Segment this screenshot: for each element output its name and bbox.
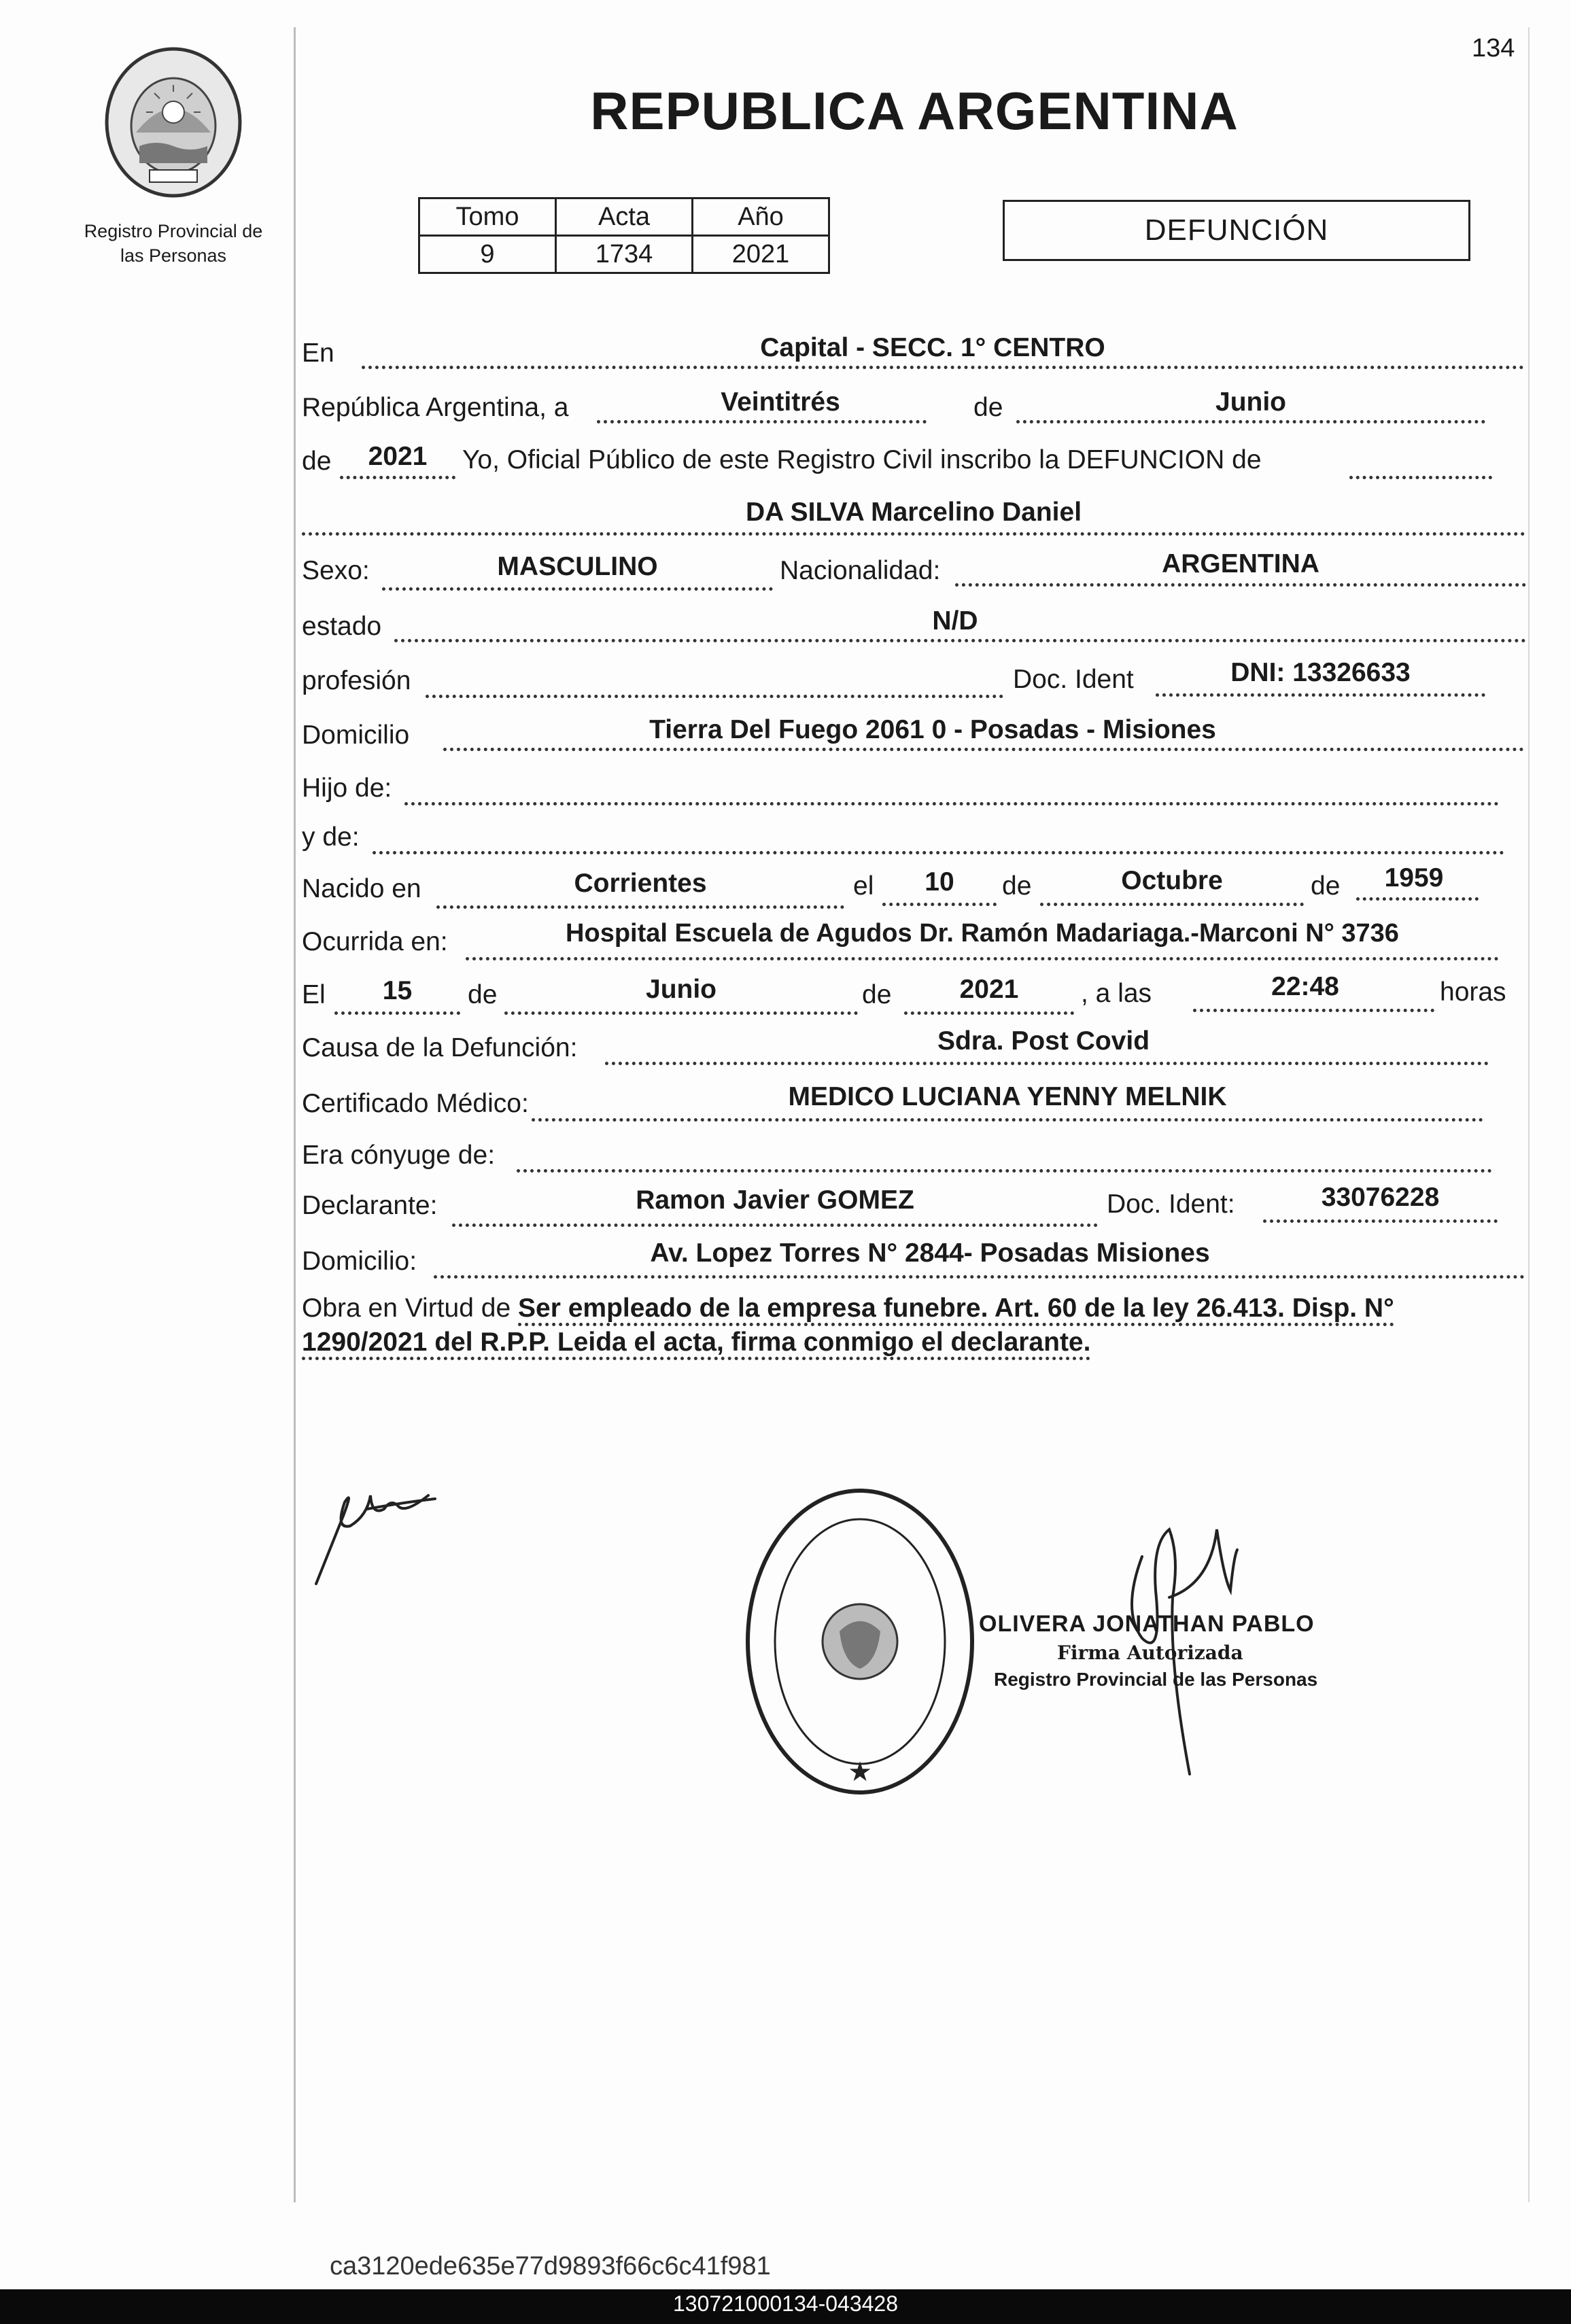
value-lugar: Capital - SECC. 1° CENTRO [760, 333, 1105, 362]
left-margin-line [294, 27, 296, 2202]
record-value-anio: 2021 [693, 236, 829, 273]
label-doc-ident: Doc. Ident [1013, 665, 1134, 694]
dots-anio [340, 476, 455, 479]
record-header-anio: Año [693, 198, 829, 236]
label-de-nac-anio: de [1311, 871, 1341, 901]
dots-def-anio [904, 1011, 1074, 1015]
label-sexo: Sexo: [302, 556, 370, 585]
label-yo-oficial: Yo, Oficial Público de este Registro Civil inscribo la DEFUNCION de [462, 445, 1262, 474]
label-estado: estado [302, 612, 382, 641]
dots-declarante [452, 1224, 1098, 1227]
dots-lugar [362, 366, 1524, 369]
document-type-box: DEFUNCIÓN [1003, 200, 1470, 261]
value-certificado: MEDICO LUCIANA YENNY MELNIK [788, 1082, 1227, 1111]
value-estado: N/D [932, 606, 978, 636]
label-hijo-de: Hijo de: [302, 774, 392, 803]
label-horas: horas [1440, 977, 1506, 1007]
label-declarante: Declarante: [302, 1191, 438, 1220]
dots-conyuge [517, 1169, 1492, 1173]
label-nacionalidad: Nacionalidad: [780, 556, 941, 585]
dots-nac-dia [882, 903, 997, 906]
official-office: Registro Provincial de las Personas [994, 1669, 1318, 1690]
label-causa: Causa de la Defunción: [302, 1033, 578, 1062]
value-nac-anio: 1959 [1384, 863, 1444, 892]
dots-nacionalidad [955, 583, 1526, 587]
registry-label-line-2: las Personas [120, 245, 227, 266]
value-def-mes: Junio [646, 975, 717, 1004]
value-nac-dia: 10 [925, 867, 954, 897]
dots-nacido-en [436, 905, 844, 909]
dots-def-hora [1193, 1009, 1434, 1012]
dots-declarante-domicilio [434, 1275, 1525, 1279]
dots-nac-mes [1040, 903, 1304, 906]
label-obra: Obra en Virtud de [302, 1294, 511, 1323]
official-name: OLIVERA JONATHAN PABLO [979, 1611, 1315, 1637]
label-y-de: y de: [302, 822, 360, 852]
dots-mes [1016, 420, 1485, 423]
dots-nac-anio [1356, 897, 1479, 901]
label-a-las: , a las [1081, 979, 1152, 1008]
page-number: 134 [1472, 34, 1515, 63]
record-value-row [419, 236, 829, 273]
record-header-row [419, 198, 829, 236]
declarant-signature [303, 1468, 438, 1591]
dots-certificado [532, 1118, 1483, 1122]
label-nacido-en: Nacido en [302, 874, 421, 903]
value-def-dia: 15 [382, 976, 413, 1005]
dots-dia [597, 420, 927, 423]
label-de-nac-mes: de [1002, 871, 1032, 901]
value-declarante-doc: 33076228 [1321, 1183, 1440, 1212]
label-profesion: profesión [302, 666, 411, 695]
barcode-number: 130721000134-043428 [673, 2291, 898, 2316]
document-hash: ca3120ede635e77d9893f66c6c41f981 [330, 2252, 771, 2280]
label-de-mes: de [973, 393, 1003, 422]
record-value-acta: 1734 [556, 236, 693, 273]
value-declarante-domicilio: Av. Lopez Torres N° 2844- Posadas Misiones [650, 1238, 1210, 1268]
dots-sexo [382, 587, 773, 591]
label-conyuge: Era cónyuge de: [302, 1141, 496, 1170]
label-de-def-anio: de [862, 980, 892, 1009]
label-doc-ident-declarante: Doc. Ident: [1107, 1190, 1235, 1219]
official-role: Firma Autorizada [1057, 1642, 1243, 1664]
dots-causa [605, 1062, 1489, 1065]
label-el-cap: El [302, 980, 326, 1009]
label-republica: República Argentina, a [302, 393, 569, 422]
dots-domicilio [443, 748, 1524, 751]
value-anio: 2021 [368, 442, 428, 471]
dots-def-mes [504, 1011, 858, 1015]
dots-ocurrida-en [466, 957, 1499, 960]
value-nombre: DA SILVA Marcelino Daniel [745, 498, 1082, 527]
record-header-tomo: Tomo [419, 198, 556, 236]
label-domicilio: Domicilio [302, 721, 410, 750]
value-def-hora: 22:48 [1271, 972, 1339, 1001]
value-nac-mes: Octubre [1121, 866, 1223, 895]
dots-y-de [373, 851, 1504, 854]
value-domicilio: Tierra Del Fuego 2061 0 - Posadas - Misiones [649, 715, 1216, 744]
value-ocurrida-en: Hospital Escuela de Agudos Dr. Ramón Madariaga.-Marconi N° 3736 [566, 919, 1399, 948]
value-dni: DNI: 13326633 [1230, 658, 1411, 687]
dots-nombre-cont [1349, 476, 1492, 479]
label-el: el [853, 871, 874, 901]
document-title: REPUBLICA ARGENTINA [590, 81, 1239, 141]
value-causa: Sdra. Post Covid [937, 1026, 1150, 1056]
dots-def-dia [334, 1011, 460, 1015]
label-en: En [302, 339, 334, 368]
dots-nombre [302, 532, 1525, 536]
value-declarante: Ramon Javier GOMEZ [636, 1185, 914, 1215]
record-value-tomo: 9 [419, 236, 556, 273]
record-header-acta: Acta [556, 198, 693, 236]
dots-estado [394, 639, 1526, 642]
label-de-anio: de [302, 447, 332, 476]
svg-text:★: ★ [848, 1756, 872, 1788]
label-domicilio-declarante: Domicilio: [302, 1247, 417, 1276]
value-nacido-en: Corrientes [574, 869, 707, 898]
label-ocurrida-en: Ocurrida en: [302, 927, 448, 956]
dots-dni [1156, 693, 1485, 697]
value-dia: Veintitrés [721, 387, 840, 417]
value-nacionalidad: ARGENTINA [1162, 549, 1319, 578]
dots-hijo-de [404, 802, 1499, 805]
dots-declarante-doc [1263, 1219, 1498, 1223]
registry-label [61, 219, 286, 268]
record-table [418, 197, 830, 274]
value-def-anio: 2021 [959, 975, 1019, 1004]
value-obra: Ser empleado de la empresa funebre. Art. 60 de la ley 26.413. Disp. N° 1290/2021 del R.P.P. Leida el acta, firma conmigo el declarante. [302, 1294, 1394, 1360]
registry-label-line-1: Registro Provincial de [84, 221, 263, 241]
right-margin-line [1528, 27, 1530, 2202]
value-mes: Junio [1215, 387, 1286, 417]
label-de-def-mes: de [468, 980, 498, 1009]
value-sexo: MASCULINO [497, 552, 658, 581]
dots-profesion [426, 695, 1003, 698]
obra-en-virtud [302, 1291, 1525, 1359]
official-stamp [738, 1482, 982, 1801]
label-certificado: Certificado Médico: [302, 1089, 529, 1118]
